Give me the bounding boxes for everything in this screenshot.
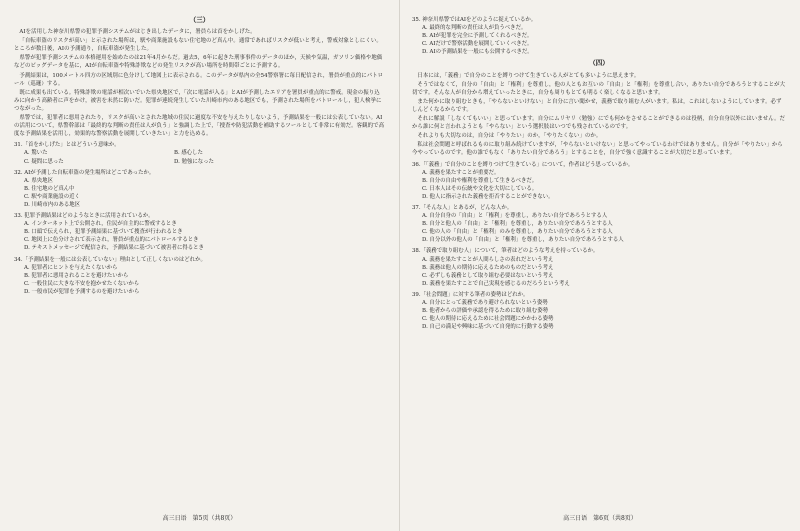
question-stem: 31.「首をかしげた」とはどういう意味か。 xyxy=(14,142,120,149)
option: C. 他の人の「自由」と「権利」のみを尊重し，ありたい自分であろうとする人 xyxy=(422,229,613,236)
paragraph: 私は社会問題と呼ばれるものに取り組み続けていますが，「やらないといけない」と思ってやっているわけではありません。自分が「やりたい」から今やっているのです。他の誰でもなく「ありたい自分であろう」とすることを，自分で強く意識することが大切だと思っています。 xyxy=(412,142,783,157)
paragraph: それよりも大切なのは，自分は「やりたい」のか，「やりたくない」のか。 xyxy=(417,133,602,140)
question-stem: 38.「義務で取り組む人」について，筆者はどのような考えを持っているか。 xyxy=(412,248,599,255)
option: A. 義務を果たすことが人間らしさの表れだという考え xyxy=(422,256,554,263)
option: B. 感心した xyxy=(174,150,203,157)
option: C. 駅や商業施設の近く xyxy=(24,193,80,200)
passage-3 xyxy=(14,28,385,138)
question-37 xyxy=(412,204,786,244)
option: C. 日本人はその伝統や文化を大切にしている。 xyxy=(422,185,538,192)
option: A. 自分自身の「自由」と「権利」を尊重し，ありたい自分であろうとする人 xyxy=(422,213,608,220)
option: B. 住宅地のど真ん中 xyxy=(24,185,75,192)
option: B. 口頭で伝えられ，犯罪予測結果に基づいて捜査が行われるとき xyxy=(24,229,183,236)
option: B. 犯罪者に悪用されることを避けたいから xyxy=(24,272,129,279)
question-34 xyxy=(14,256,385,296)
right-page xyxy=(400,0,800,531)
option: A. 驚いた xyxy=(24,150,48,157)
paragraph: 予測結果は，100メートル四方の区域別に色分けして地図上に表示される。このデータが県内の全54警察署に毎日配信され，署員が重点的にパトロール（巡邏）する。 xyxy=(14,72,384,87)
paragraph: それに解説「しなくてもいい」と思っています。自分にムリヤリ（勉強）にでも何かをさせることができるのは役柄，自分自身以外にはいません。だから誰に何と言われようとも「やらない」という選択肢はいつでも残されているのです。 xyxy=(412,116,786,131)
question-stem: 34.「予測結果を一般には公表していない」理由として正しくないのはどれか。 xyxy=(14,256,206,263)
question-35 xyxy=(412,16,786,56)
option: A. 自分にとって義務であり避けられないという姿勢 xyxy=(422,300,548,306)
question-39 xyxy=(412,291,786,331)
option: C. 他人の期待に応えるために社会問題にかかわる姿勢 xyxy=(422,316,554,323)
option: D. 自分以外の他人の「自由」と「権利」を尊重し，ありたい自分であろうとする人 xyxy=(422,237,624,244)
paragraph: また何かに取り組むときも，「やらないといけない」と自分に言い聞かせ，義務で取り組む人がいます。私は，これはしないようにしています。必ずしんどくなるからです。 xyxy=(412,98,782,113)
option: A. 犯罪者にヒントを与えたくないから xyxy=(24,264,118,271)
paragraph: AIを活用した神奈川県警の犯罪予測システムがはじき出したデータに，署員らは首をかしげた。 xyxy=(19,29,256,36)
option: D. 他人に指示された義務を拒否することができない。 xyxy=(422,193,554,200)
option: C. AIだけで警察活動を展開していくべきだ。 xyxy=(422,41,533,48)
option: B. AIが犯罪を完全に予測してくれるべきだ。 xyxy=(422,33,533,40)
question-33 xyxy=(14,212,385,252)
section-heading-4: （四） xyxy=(589,59,609,68)
question-stem: 32. AIが予測した自転車盗の発生場所はどこであったか。 xyxy=(14,169,155,176)
question-36 xyxy=(412,161,786,201)
question-31 xyxy=(14,141,385,165)
option: D. テキストメッセージで配信され，予測結果に基づいて被害者に得るとき xyxy=(24,245,204,252)
option: C. 一般住民に大きな不安を抱かせたくないから xyxy=(24,280,140,287)
section-heading-3: （三） xyxy=(189,16,210,24)
option: A. 県央地区 xyxy=(24,177,53,184)
option: D. 勉強になった xyxy=(174,158,214,165)
page-footer: 高三日语 第6页（共8页） xyxy=(563,514,637,522)
question-stem: 35. 神奈川県警ではAIをどのように捉えているか。 xyxy=(412,17,537,23)
option: B. 自分と他人の「自由」と「権利」を尊重し，ありたい自分であろうとする人 xyxy=(422,221,613,228)
passage-4 xyxy=(412,72,786,158)
option: C. 地図上に色分けされて表示され，署員が重点的にパトロールするとき xyxy=(24,237,199,244)
question-stem: 33. 犯罪予測結果はどのようなときに活用されているか。 xyxy=(14,213,154,220)
question-stem: 39.「社会問題」に対する筆者の姿勢はどれか。 xyxy=(412,291,529,298)
question-stem: 36.「「義務」で自分のことを縛りつけて生きている」について，作者はどう思っているか。 xyxy=(412,161,634,168)
option: D. 川崎市内のある地区 xyxy=(24,201,81,208)
page-footer: 高三日语 第5页（共8页） xyxy=(162,514,237,522)
question-stem: 37.「そんな人」とあるが，どんな人か。 xyxy=(412,204,513,211)
option: A. 最終的な判断の責任は人が負うべきだ。 xyxy=(422,25,527,32)
option: C. 必ずしも義務として取り組む必要はないという考え xyxy=(422,272,554,279)
option: D. 自己の満足や興味に基づいて自発的に行動する姿勢 xyxy=(422,324,554,331)
option: B. 自分の自由や権利を尊重して生きるべきだ。 xyxy=(422,177,538,184)
paragraph: 日本には，「義務」で自分のことを縛りつけて生きている人がとても多いように思えます。 xyxy=(417,72,640,79)
paragraph: 「自転車盗のリスクが高い」と示された場所は，駅や商業施設もない住宅地のど真ん中。通常であればリスクが低いと考え，警戒対象としにくい。ところが数日後，AIの予測通り，自転車盗が発生した。 xyxy=(14,38,382,53)
option: D. AIの予測結果を一般にも公開するべきだ。 xyxy=(422,49,533,56)
option: D. 一般市民が犯罪を予測するのを避けたいから xyxy=(24,288,140,295)
option: A. 義務を果たすことが重要だ。 xyxy=(422,169,500,176)
option: A. インターネット上で公開され，住民が自主的に警戒するとき xyxy=(24,221,177,228)
question-32 xyxy=(14,169,385,209)
paragraph: 既に成果も出ている。特殊詐欺の電話が相次いでいた県央地区で，「次に電話が入る」とAIが予測したエリアを署員が重点的に警戒。現金の振り込みに向かう高齢者に声をかけ，被害を未然に防いだ。犯罪が連続発生していた川崎市内のある地区でも，予測された場所をパトロールし，犯人検挙につながった。 xyxy=(14,89,382,112)
option: D. 義務を果たすことで自己実現を感じるのだろうという考え xyxy=(422,280,570,287)
paragraph: そうではなくて，自分の「自由」と「権利」を尊重し，他の人ともお互いの「自由」と「権利」を尊重し合い，ありたい自分であろうとすることが大切です。そんな人が自分から増えていったときに，自分も周りもとても明るく楽しくなると思います。 xyxy=(412,81,786,96)
option: B. 他者からの評価や承認を得るために取り組む姿勢 xyxy=(422,308,548,315)
option: C. 疑問に思った xyxy=(24,158,64,165)
option: B. 義務は他人の期待に応えるためのものだという考え xyxy=(422,264,554,271)
question-38 xyxy=(412,247,786,287)
paragraph: 県警が犯罪予測システムの本格運用を始めたのは21年4月からだ。過去5，6年に起きた刑事事件のデータのほか，天候や気温，ガソリン価格や地価などのビッグデータを基に，AIが自転車盗や特殊詐欺などの発生リスクが高い場所を時間帯ごとに予測する。 xyxy=(14,55,383,70)
paragraph: 県警では，犯罪者に悪用されたり，リスクが高いとされた地域の住民に過度な不安を与えたりしないよう，予測結果を一般には公表していない。AIの活用について，県警幹部は「最終的な判断の責任は人が負う」と強調した上で，「捜査や防犯活動を補助するツールとして非常に有効だ。客観的で高度な予測結果を活用し，効果的な警察活動を展開していきたい」と力を込める。 xyxy=(14,115,385,138)
